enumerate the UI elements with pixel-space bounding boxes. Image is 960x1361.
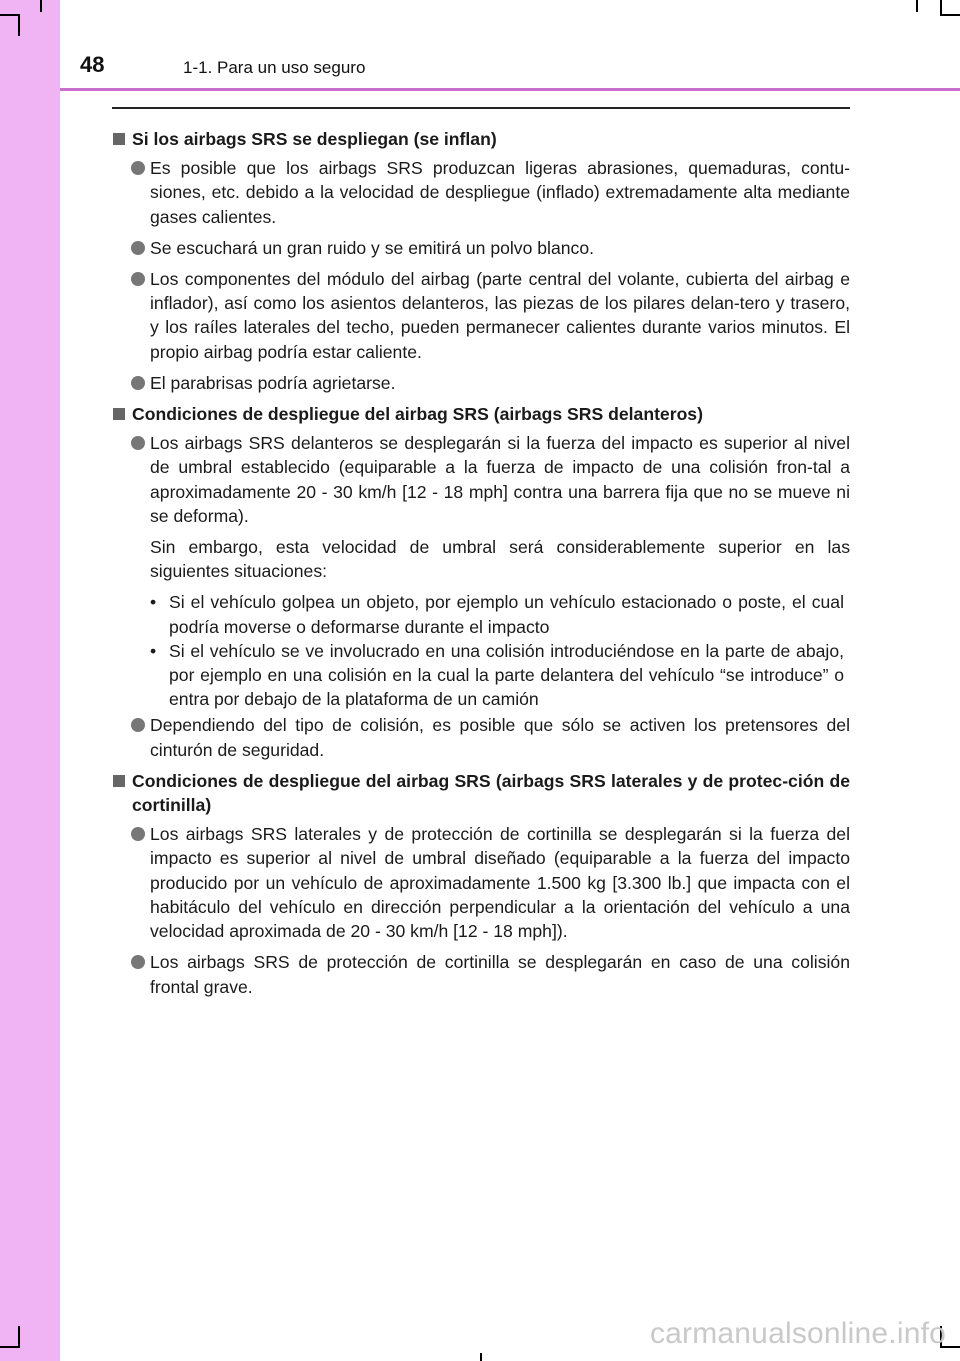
list-item	[112, 822, 850, 943]
circle-bullet-icon	[131, 161, 145, 175]
sub-list	[112, 590, 850, 711]
sub-list-item-text: Si el vehículo golpea un objeto, por ejemplo un vehículo estacionado o poste, el cual podría moverse o deformarse durante el impacto	[169, 592, 844, 637]
section-heading-side-curtain-airbags	[112, 769, 850, 817]
sub-list-item	[112, 639, 850, 712]
paragraph: Sin embargo, esta velocidad de umbral será considerablemente superior en las siguientes situaciones:	[150, 537, 850, 582]
list-item-text: Los airbags SRS de protección de cortinilla se desplegarán en caso de una colisión frontal grave.	[150, 952, 850, 997]
circle-bullet-icon	[131, 718, 145, 732]
list-item	[112, 156, 850, 229]
section-heading-front-airbags	[112, 402, 850, 426]
list-item	[112, 267, 850, 364]
sub-bullet-mark: •	[150, 640, 157, 661]
watermark: carmanualsonline.info	[649, 1317, 946, 1350]
square-bullet-icon	[113, 775, 125, 787]
page-content	[112, 120, 850, 1006]
circle-bullet-icon	[131, 955, 145, 969]
square-bullet-icon	[113, 133, 125, 145]
crop-mark	[0, 1346, 20, 1348]
section-title: 1-1. Para un uso seguro	[183, 58, 366, 77]
list-item	[112, 371, 850, 395]
crop-mark	[480, 1353, 482, 1361]
circle-bullet-icon	[131, 376, 145, 390]
list-item	[112, 950, 850, 998]
sub-bullet-mark: •	[150, 592, 157, 613]
page-number: 48	[80, 52, 105, 77]
crop-mark	[18, 1326, 20, 1348]
list-item-text: Los airbags SRS laterales y de protección de cortinilla se desplegarán si la fuerza del impacto es superior al nivel de umbral diseñado (equiparable a la fuerza del impacto producido por un vehículo de aproximadamente 1.500 kg [3.300 lb.] que impacta con el habitáculo del vehículo en dirección perpendicular a la orientación del vehículo a una velocidad aproximada de 20 - 30 km/h [12 - 18 mph]).	[150, 824, 850, 942]
header-rule	[60, 88, 960, 91]
list-item-text: Dependiendo del tipo de colisión, es posible que sólo se activen los pretensores del cinturón de seguridad.	[150, 715, 850, 760]
circle-bullet-icon	[131, 436, 145, 450]
page-header	[0, 0, 960, 92]
list-item-text: Es posible que los airbags SRS produzcan ligeras abrasiones, quemaduras, contu-siones, etc. debido a la velocidad de despliegue (inflado) extremadamente alta mediante gases calientes.	[150, 158, 850, 227]
content-top-rule	[112, 107, 850, 109]
list-item	[112, 713, 850, 761]
heading-text: Condiciones de despliegue del airbag SRS (airbags SRS delanteros)	[132, 404, 703, 425]
circle-bullet-icon	[131, 827, 145, 841]
sub-list-item-text: Si el vehículo se ve involucrado en una colisión introduciéndose en la parte de abajo, por ejemplo en una colisión en la cual la parte delantera del vehículo “se introduce” o entra por debajo de la plataforma de un camión	[169, 640, 844, 710]
heading-text: Condiciones de despliegue del airbag SRS (airbags SRS laterales y de protec-ción de cortinilla)	[132, 770, 850, 816]
circle-bullet-icon	[131, 241, 145, 255]
section-heading-airbag-deployed	[112, 127, 850, 151]
circle-bullet-icon	[131, 272, 145, 286]
heading-text: Si los airbags SRS se despliegan (se inflan)	[132, 129, 497, 149]
list-item-text: Se escuchará un gran ruido y se emitirá un polvo blanco.	[150, 237, 595, 258]
list-item	[112, 236, 850, 260]
square-bullet-icon	[113, 408, 125, 420]
list-item-text: Los airbags SRS delanteros se desplegarán si la fuerza del impacto es superior al nivel de umbral establecido (equiparable a la fuerza de impacto de una colisión fron-tal a aproximadamente 20 - 30 km/h [12 - 18 mph] contra una barrera fija que no se mueve ni se deforma).	[150, 433, 850, 526]
page-side-strip	[0, 0, 60, 1361]
list-item-text: Los componentes del módulo del airbag (parte central del volante, cubierta del airbag e inflador), así como los asientos delanteros, las piezas de los pilares delan-tero y trasero, y los raíles laterales del techo, pueden permanecer calientes durante varios minutos. El propio airbag podría estar caliente.	[150, 269, 850, 362]
list-item	[112, 431, 850, 528]
sub-list-item	[112, 590, 850, 638]
list-item-text: El parabrisas podría agrietarse.	[150, 372, 396, 393]
